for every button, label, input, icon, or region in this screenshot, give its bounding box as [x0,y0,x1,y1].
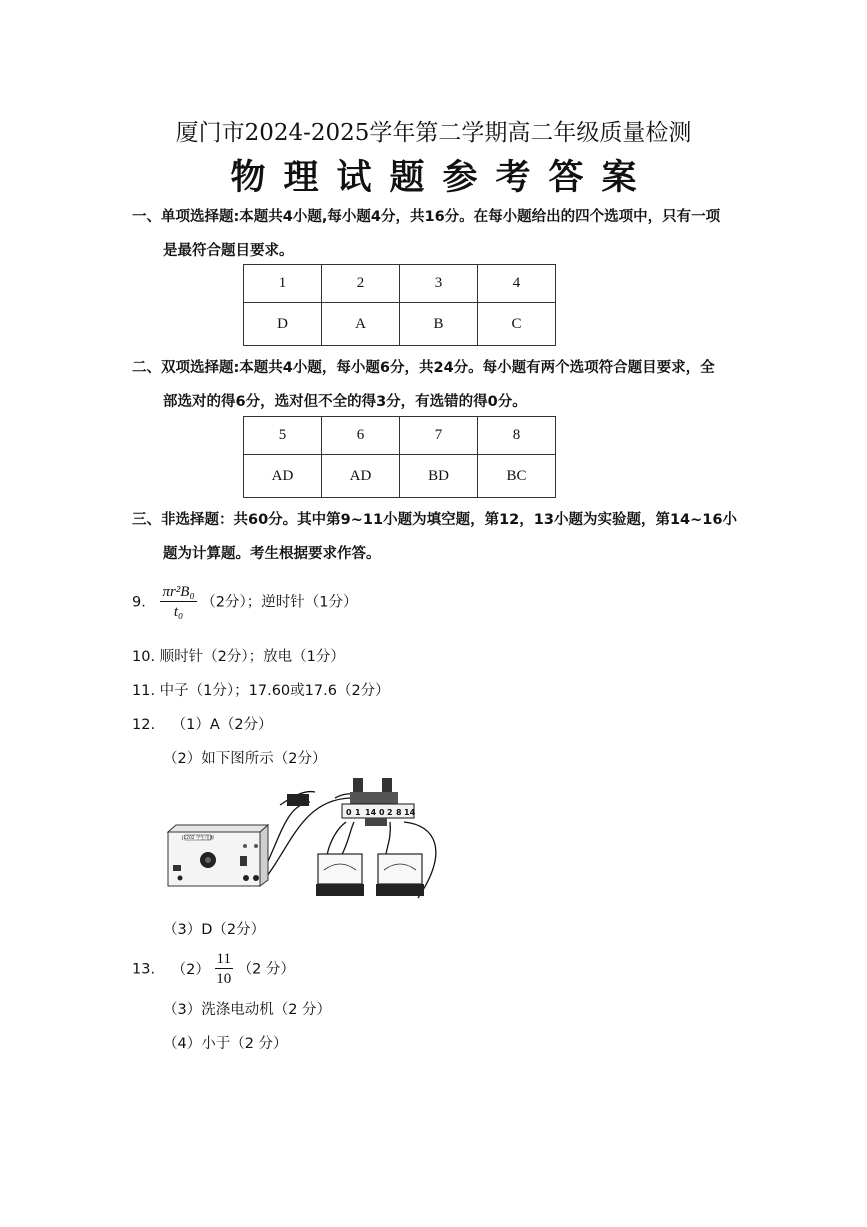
answer-q13-part3: （3）洗涤电动机（2 分） [163,1002,332,1018]
transformer-tap-label: 0 [379,808,385,817]
question-number-cell: 2 [322,265,400,303]
answer-cell: A [322,303,400,346]
switch-box [287,794,309,806]
answer-part-1: （1）A（2分） [171,717,273,733]
answer-cell: BD [400,455,478,498]
section3-instructions-line2: 题为计算题。考生根据要求作答。 [163,546,381,562]
section2-instructions-line1: 二、双项选择题:本题共4小题，每小题6分，共24分。每小题有两个选项符合题目要求，全 [132,360,715,376]
table-row [244,417,556,455]
answer-q12 [132,713,273,734]
question-number: 12. [132,717,156,733]
question-number-cell: 7 [400,417,478,455]
left-meter [316,854,364,896]
fraction-formula [160,583,196,622]
fraction-numerator: 11 [216,951,231,967]
fraction-numerator: πr²B₀ [162,584,195,600]
answer-part-2-prefix: （2） [171,961,210,978]
question-number-cell: 6 [322,417,400,455]
exam-title: 厦门市2024-2025学年第二学期高二年级质量检测 [175,120,692,146]
fraction-value [215,950,233,989]
answer-q13 [132,950,295,989]
question-number-cell: 1 [244,265,322,303]
table-row [244,455,556,498]
wire [340,822,354,858]
answer-q12-part3: （3）D（2分） [163,922,266,938]
answer-key-title: 物理试题参考答案 [230,157,655,198]
transformer [342,778,416,826]
question-number: 9. [132,594,146,611]
answer-q9 [132,583,358,622]
question-number-cell: 4 [478,265,556,303]
section1-instructions-line1: 一、单项选择题:本题共4小题,每小题4分，共16分。在每小题给出的四个选项中，只有一项 [132,209,721,225]
transformer-tap-label: 14 [365,808,377,817]
answer-q11 [132,679,390,700]
question-number: 13. [132,961,156,978]
fraction-denominator: 10 [216,971,232,987]
transformer-tap-label: 1 [355,808,361,817]
section2-answer-table [243,416,556,498]
transformer-tap-label: 8 [396,808,402,817]
answer-text: （2分）；逆时针（1分） [201,594,358,611]
answer-cell: D [244,303,322,346]
question-number: 10. [132,649,156,665]
fraction-denominator: t₀ [173,604,184,620]
question-number-cell: 5 [244,417,322,455]
answer-q12-part2: （2）如下图所示（2分） [163,751,327,767]
question-number-cell: 8 [478,417,556,455]
answer-text: 中子（1分）；17.60或17.6（2分） [159,683,390,699]
answer-text: 顺时针（2分）；放电（1分） [159,649,345,665]
transformer-tap-label: 0 [346,808,352,817]
section1-instructions-line2: 是最符合题目要求。 [163,243,294,259]
section1-answer-table [243,264,556,346]
section3-instructions-line1: 三、非选择题：共60分。其中第9~11小题为填空题，第12，13小题为实验题，第14~16小 [132,512,737,528]
table-row [244,303,556,346]
experiment-circuit-figure [160,770,460,910]
table-row [244,265,556,303]
answer-cell: AD [322,455,400,498]
answer-cell: BC [478,455,556,498]
transformer-tap-label: 14 [404,808,416,817]
question-number: 11. [132,683,156,699]
question-number-cell: 3 [400,265,478,303]
power-supply-label: J1202 学生电源 [181,836,215,841]
transformer-tap-label: 2 [387,808,393,817]
power-supply [168,825,268,886]
answer-q10 [132,645,345,666]
answer-part-2-suffix: （2 分） [237,961,295,978]
answer-q13-part4: （4）小于（2 分） [163,1036,288,1052]
answer-cell: AD [244,455,322,498]
answer-cell: C [478,303,556,346]
right-meter [376,854,424,896]
section2-instructions-line2: 部选对的得6分，选对但不全的得3分，有选错的得0分。 [163,394,527,410]
answer-cell: B [400,303,478,346]
